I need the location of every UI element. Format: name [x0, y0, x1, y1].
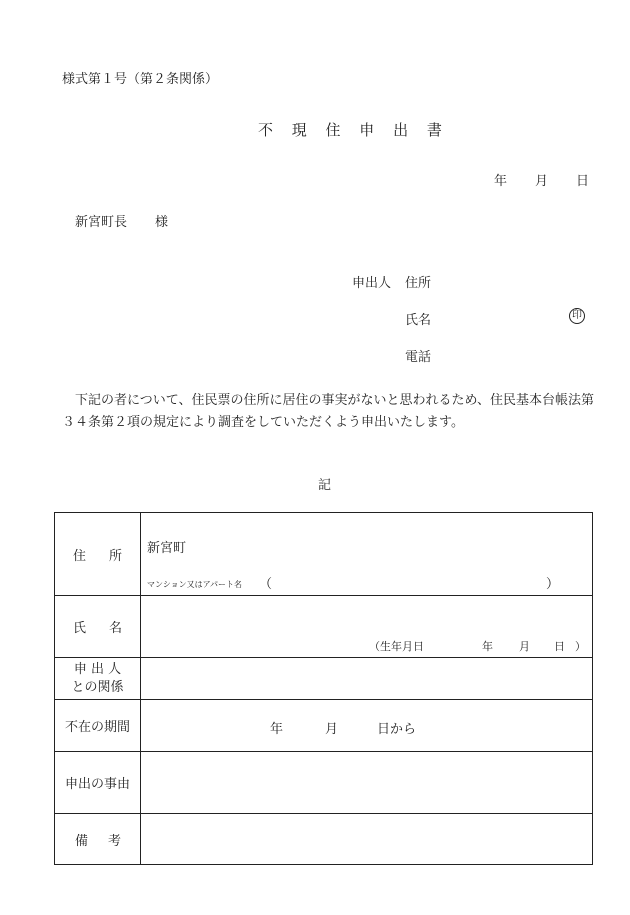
mansion-paren-close: ） — [546, 577, 560, 592]
applicant-name-label: 氏名 — [405, 313, 432, 328]
remarks-label-char-1: 備 — [75, 833, 89, 849]
document-title: 不 現 住 申 出 書 — [258, 121, 449, 139]
birth-month: 月 — [519, 640, 530, 653]
table-row-relation — [55, 658, 593, 700]
birth-day: 日 — [554, 640, 565, 653]
relation-value-cell[interactable] — [141, 658, 593, 700]
reason-label-cell — [55, 752, 141, 814]
applicant-label: 申出人 — [352, 276, 392, 291]
birth-year: 年 — [482, 640, 493, 653]
mansion-paren-open: （ — [259, 577, 273, 592]
name-label-char-2: 名 — [108, 621, 122, 636]
absence-from: 日から — [377, 722, 417, 737]
relation-label-cell — [55, 658, 141, 700]
ki-heading: 記 — [318, 478, 332, 493]
address-label-char-1: 住 — [73, 548, 87, 564]
table-row-name — [55, 596, 593, 658]
applicant-phone-label: 電話 — [405, 350, 432, 365]
date-year: 年 — [494, 174, 508, 189]
remarks-label-cell — [55, 814, 141, 865]
absence-value-cell[interactable] — [141, 700, 593, 752]
name-label — [55, 617, 140, 636]
applicant-address-label: 住所 — [405, 276, 432, 291]
addressee-name: 新宮町長 — [75, 215, 128, 230]
form-number: 様式第１号（第２条関係） — [62, 72, 219, 87]
name-value-cell[interactable] — [141, 596, 593, 658]
name-label-cell — [55, 596, 141, 658]
address-label-cell — [55, 513, 141, 596]
table-row-absence — [55, 700, 593, 752]
birth-open: （生年月日 — [369, 640, 424, 653]
addressee-honorific: 様 — [155, 215, 169, 230]
table-row-address — [55, 513, 593, 596]
remarks-label-char-2: 考 — [107, 833, 121, 849]
reason-value-cell[interactable] — [141, 752, 593, 814]
date-day: 日 — [576, 174, 590, 189]
absence-year: 年 — [270, 722, 284, 737]
table-row-reason — [55, 752, 593, 814]
name-label-char-1: 氏 — [73, 621, 87, 636]
reason-label: 申出の事由 — [64, 777, 130, 792]
absence-month: 月 — [325, 722, 339, 737]
remarks-label — [55, 830, 140, 849]
relation-label-line-2: との関係 — [71, 679, 124, 695]
table-row-remarks — [55, 814, 593, 865]
address-label — [55, 545, 140, 564]
absence-label-cell — [55, 700, 141, 752]
address-town: 新宮町 — [147, 541, 187, 556]
date-month: 月 — [535, 174, 549, 189]
address-label-char-2: 所 — [108, 548, 122, 564]
mansion-label: マンション又はアパート名 — [147, 580, 242, 589]
birth-close: ） — [575, 640, 586, 653]
application-table — [54, 512, 593, 865]
remarks-value-cell[interactable] — [141, 814, 593, 865]
body-paragraph: 下記の者について、住民票の住所に居住の事実がないと思われるため、住民基本台帳法第３４条第２項の規定により調査をしていただくよう申出いたします。 — [62, 393, 594, 430]
relation-label-line-1: 申 出 人 — [73, 661, 122, 677]
address-value-cell[interactable] — [141, 513, 593, 596]
absence-label: 不在の期間 — [64, 720, 130, 735]
seal-mark: 印 — [569, 308, 585, 324]
